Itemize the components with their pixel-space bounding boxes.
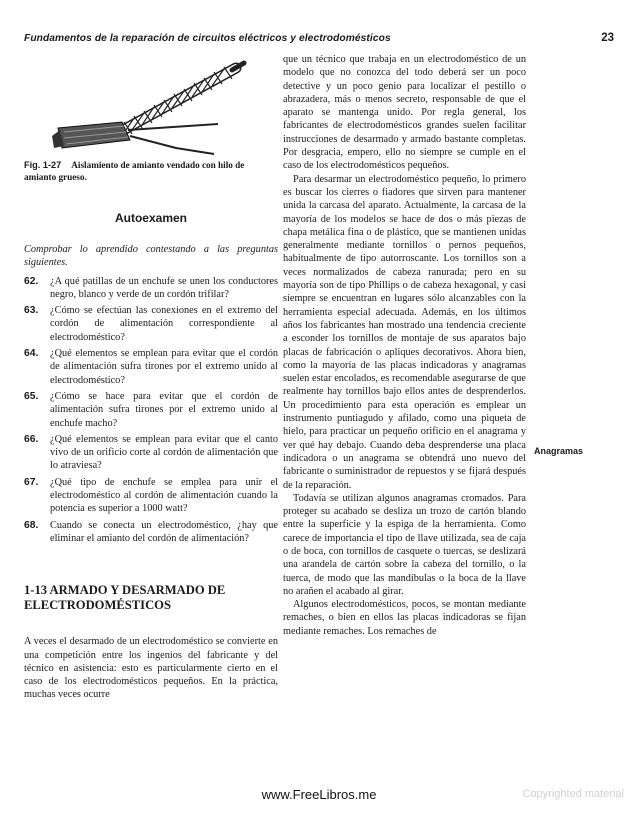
- body-paragraph-2: Para desarmar un electrodoméstico pequeño, lo primero es buscar los cierres o fiadores que sirven para mantener unida la carcasa del aparato. Actualmente, la carcasa de la mayoría de los modelos se hace de dos o más piezas de chapa metálica fina o de plástico, que se mantienen unidas generalmente mediante tornillos o pernos pequeños, habitualmente de tipo autorroscante. Los tornillos son a veces normalizados de cabeza ranurada; pero en su mayoría son de tipo Phillips o de cabeza hexagonal, y casi siempre se encuentran en lugares sólo alcanzables con la herramienta especial adecuada. Además, en los últimos años los fabricantes han mostrado una tendencia creciente a esconder los tornillos de montaje de sus aparatos bajo placas de fabricación o apliques decorativos. Ahora bien, como la mayoría de las placas indicadoras y anagramas suelen estar encolados, es recomendable asegurarse de que realmente hay tornillos bajo ellos antes de desprenderlos. Un procedimiento para esta operación es emplear un instrumento puntiagudo y afilado, como una piqueta de hielo, para practicar un pequeño orificio en el anagrama y ver qué hay debajo. Cuando deba desprenderse una placa indicadora o un anagrama se obtendrá uno nuevo del fabricante o suministrador de repuestos y se fijará después de la reparación.: [283, 173, 526, 491]
- question-item: [24, 519, 278, 546]
- question-item: [24, 476, 278, 516]
- running-title: Fundamentos de la reparación de circuitos eléctricos y electrodomésticos: [24, 33, 391, 44]
- braided-cord-illustration: [46, 56, 276, 156]
- footer-url-link[interactable]: www.FreeLibros.me: [261, 787, 377, 802]
- section-paragraph: A veces el desarmado de un electrodoméstico se convierte en una competición entre los ingenios del fabricante y del técnico en asistencia: esto es particularmente cierto en el caso de los electrodomésticos pequeños. En la práctica, muchas veces ocurre: [24, 636, 278, 701]
- question-item: [24, 347, 278, 387]
- question-item: [24, 304, 278, 344]
- right-column: [283, 53, 526, 638]
- figure-caption-text: Aislamiento de amianto vendado con hilo de amianto grueso.: [24, 160, 245, 182]
- question-text: ¿A qué patillas de un enchufe se unen los conductores negro, blanco y verde de un cordón trifilar?: [50, 275, 278, 300]
- question-number: 65.: [24, 390, 39, 402]
- figure-label: Fig. 1-27: [24, 160, 62, 170]
- question-number: 64.: [24, 348, 39, 360]
- left-column: [24, 56, 278, 702]
- question-item: [24, 433, 278, 473]
- figure-caption: [24, 160, 278, 183]
- question-number: 62.: [24, 275, 39, 287]
- margin-note: Anagramas: [534, 446, 584, 456]
- braided-cable: [116, 63, 244, 136]
- question-number: 67.: [24, 476, 39, 488]
- question-item: [24, 390, 278, 430]
- question-number: 66.: [24, 433, 39, 445]
- copyright-watermark: Copyrighted material: [522, 788, 624, 800]
- wrapped-sleeve: [52, 122, 130, 148]
- self-test-instruction: Comprobar lo aprendido contestando a las preguntas siguientes.: [24, 244, 278, 269]
- page-header: [24, 33, 614, 47]
- question-number: 68.: [24, 519, 39, 531]
- body-paragraph-1: que un técnico que trabaja en un electrodoméstico de un modelo que no conozca del todo deberá ser un poco detective y un poco genio para localizar el pestillo o abrazadera, más o menos secreto, responsable de que el aparato se mantenga unido. Por regla general, los fabricantes de electrodomésticos grandes suelen facilitar instrucciones de desarmado y armado bastante completas. Por desgracia, empero, ello no siempre se cumple en el caso de los electrodomésticos pequeños.: [283, 54, 526, 172]
- body-paragraph-3: Todavía se utilizan algunos anagramas cromados. Para proteger su acabado se desliza un trozo de cartón blando entre la superficie y la espiga de la herramienta. Como carece de importancia el tipo de llave utilizada, sea de caja o de boca, con tornillos de casquete o tuercas, se deslizará una arandela de cartón sobre la cabeza del tornillo, o la tuerca, de modo que las mandíbulas o la boca de la llave no arañen el acabado al girar.: [283, 492, 526, 597]
- conductor-wires: [128, 124, 218, 154]
- section-heading: 1-13 ARMADO Y DESARMADO DE ELECTRODOMÉSTICOS: [24, 583, 226, 613]
- question-text: Cuando se conecta un electrodoméstico, ¿hay que eliminar el amianto del cordón de alimentación?: [50, 519, 278, 544]
- question-text: ¿Cómo se efectúan las conexiones en el extremo del cordón de alimentación correspondiente al electrodoméstico?: [50, 305, 278, 343]
- page-number: 23: [601, 32, 614, 44]
- body-paragraph-4: Algunos electrodomésticos, pocos, se montan mediante remaches, o bien en ellos las placas indicadoras se fijan mediante remaches. Los remaches de: [283, 599, 526, 637]
- question-list: [24, 275, 278, 546]
- self-test-heading: Autoexamen: [114, 211, 188, 225]
- question-item: [24, 275, 278, 302]
- question-text: ¿Qué elementos se emplean para evitar que el canto vivo de un orificio corte al cordón de alimentación que lo atraviesa?: [50, 433, 278, 472]
- question-text: ¿Cómo se hace para evitar que el cordón de alimentación sufra tirones por el extremo unido al enchufe macho?: [50, 390, 278, 429]
- question-text: ¿Qué tipo de enchufe se emplea para unir el electrodoméstico al cordón de alimentación cuando la potencia es superior a 1000 watt?: [50, 476, 278, 515]
- question-number: 63.: [24, 305, 39, 317]
- figure-asbestos-cord: [46, 56, 276, 156]
- question-text: ¿Qué elementos se emplean para evitar que el cordón de alimentación sufra tirones por el extremo unido al electrodoméstico?: [50, 348, 278, 386]
